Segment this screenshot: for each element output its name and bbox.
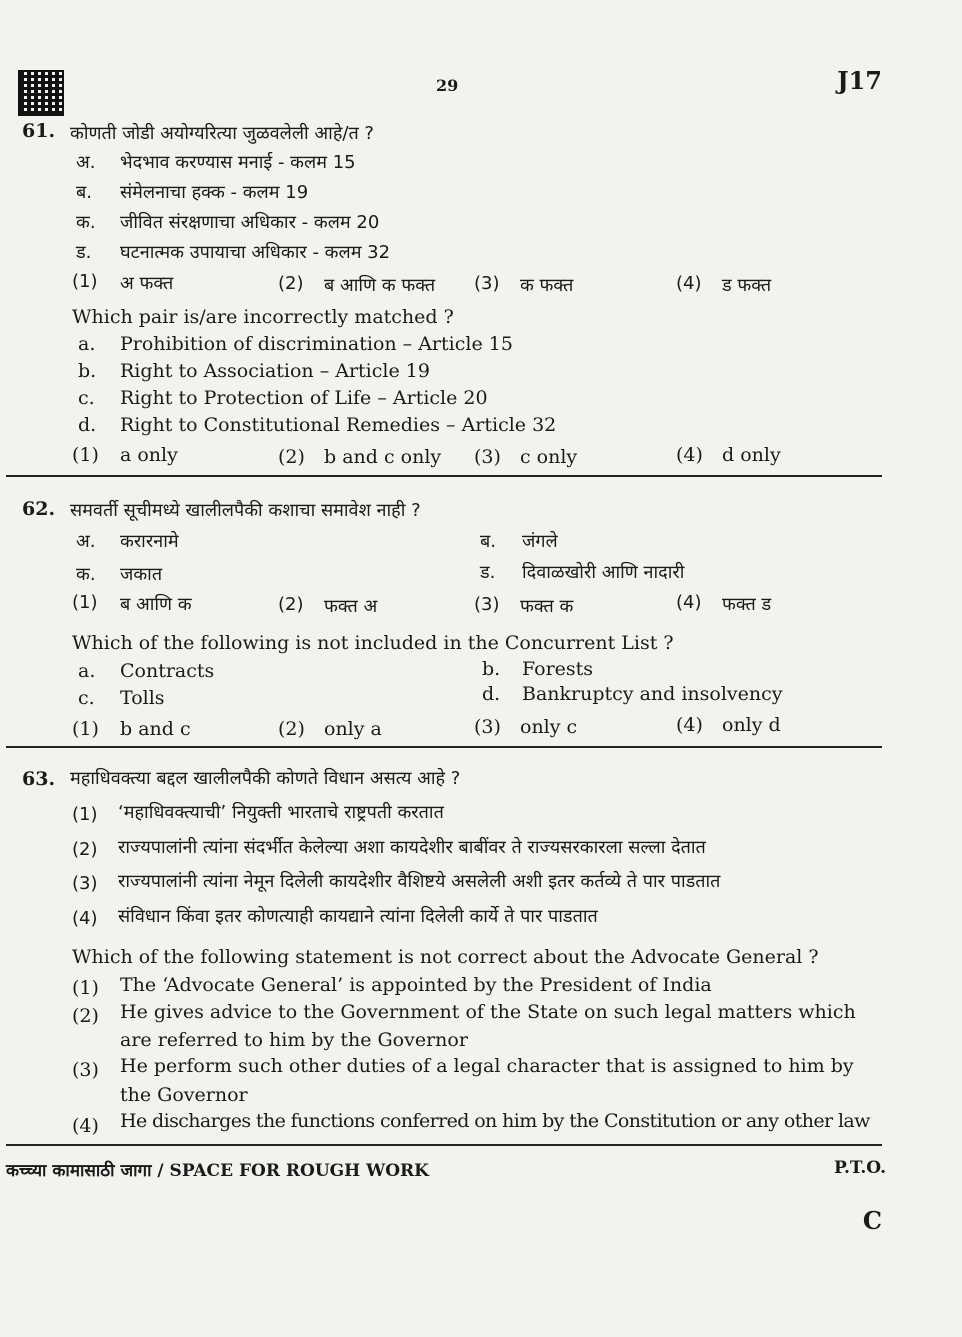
item-text: जीवित संरक्षणाचा अधिकार - कलम 20 — [120, 212, 380, 233]
item-label: a. — [78, 660, 96, 682]
item-label: d. — [482, 683, 501, 705]
question-text-marathi: कोणती जोडी अयोग्यरित्या जुळवलेली आहे/त ? — [70, 123, 374, 144]
item-label: ब. — [480, 531, 496, 552]
pto-label: P.T.O. — [834, 1158, 886, 1178]
option-text: राज्यपालांनी त्यांना संदर्भीत केलेल्या अशा कायदेशीर बाबींवर ते राज्यसरकारला सल्ला देतात — [118, 837, 706, 858]
option-number: (4) — [676, 592, 702, 613]
option-text: ब आणि क फक्त — [324, 275, 436, 296]
item-text: Prohibition of discrimination – Article 15 — [120, 333, 513, 355]
option-number: (2) — [72, 1005, 99, 1027]
option-text: फक्त ड — [722, 594, 772, 615]
item-text: Right to Association – Article 19 — [120, 360, 430, 382]
item-text: जकात — [120, 564, 163, 585]
item-text: घटनात्मक उपायाचा अधिकार - कलम 32 — [120, 242, 391, 263]
option-text: फक्त क — [520, 596, 574, 617]
option-text: ‘महाधिवक्त्याची’ नियुक्ती भारताचे राष्ट्रपती करतात — [118, 802, 444, 823]
item-label: क. — [76, 212, 96, 233]
divider — [6, 746, 882, 748]
option-number: (4) — [676, 714, 703, 736]
option-text: He gives advice to the Government of the State on such legal matters which — [120, 1001, 856, 1023]
option-number: (2) — [72, 839, 98, 860]
option-text: अ फक्त — [120, 273, 174, 294]
item-text: दिवाळखोरी आणि नादारी — [522, 562, 685, 583]
option-number: (1) — [72, 718, 99, 740]
page-number: 29 — [436, 76, 459, 95]
option-text: He discharges the functions conferred on him by the Constitution or any other law — [120, 1110, 870, 1132]
divider — [6, 1144, 882, 1146]
option-text: The ‘Advocate General’ is appointed by the President of India — [120, 974, 712, 996]
option-text-continued: are referred to him by the Governor — [120, 1029, 468, 1051]
option-number: (2) — [278, 273, 304, 294]
option-text: ब आणि क — [120, 594, 192, 615]
item-text: जंगले — [522, 531, 558, 552]
option-text: He perform such other duties of a legal character that is assigned to him by — [120, 1055, 854, 1077]
option-text: b and c — [120, 718, 191, 740]
item-text: Contracts — [120, 660, 215, 682]
question-number: 62. — [22, 498, 56, 520]
option-number: (1) — [72, 444, 99, 466]
item-text: Right to Constitutional Remedies – Article 32 — [120, 414, 557, 436]
item-text: भेदभाव करण्यास मनाई - कलम 15 — [120, 152, 356, 173]
qr-code-icon — [18, 70, 64, 116]
option-text: a only — [120, 444, 178, 466]
item-label: अ. — [76, 152, 96, 173]
option-number: (3) — [474, 273, 500, 294]
option-number: (1) — [72, 271, 98, 292]
item-label: d. — [78, 414, 97, 436]
question-number: 61. — [22, 120, 56, 142]
option-text: b and c only — [324, 446, 442, 468]
item-text: संमेलनाचा हक्क - कलम 19 — [120, 182, 309, 203]
option-number: (3) — [474, 594, 500, 615]
option-number: (4) — [72, 908, 98, 929]
option-text: संविधान किंवा इतर कोणत्याही कायद्याने त्यांना दिलेली कार्ये ते पार पाडतात — [118, 906, 598, 927]
option-text: क फक्त — [520, 275, 574, 296]
item-label: ड. — [480, 562, 496, 583]
item-text: Forests — [522, 658, 594, 680]
option-number: (1) — [72, 592, 98, 613]
option-text: ड फक्त — [722, 275, 772, 296]
option-text-continued: the Governor — [120, 1084, 248, 1106]
item-text: Tolls — [120, 687, 165, 709]
item-label: b. — [78, 360, 97, 382]
item-text: करारनामे — [120, 531, 179, 552]
question-text-english: Which pair is/are incorrectly matched ? — [72, 306, 454, 328]
option-number: (3) — [474, 446, 501, 468]
question-text-english: Which of the following is not included in the Concurrent List ? — [72, 632, 674, 654]
item-text: Right to Protection of Life – Article 20 — [120, 387, 488, 409]
item-label: ब. — [76, 182, 92, 203]
paper-code: J17 — [837, 66, 882, 95]
option-number: (2) — [278, 718, 305, 740]
option-number: (1) — [72, 977, 99, 999]
option-text: c only — [520, 446, 578, 468]
question-text-marathi: समवर्ती सूचीमध्ये खालीलपैकी कशाचा समावेश नाही ? — [70, 500, 421, 521]
divider — [6, 475, 882, 477]
item-label: b. — [482, 658, 501, 680]
set-code: C — [862, 1206, 882, 1235]
option-number: (3) — [72, 1059, 99, 1081]
option-number: (3) — [72, 873, 98, 894]
item-label: c. — [78, 687, 95, 709]
question-text-english: Which of the following statement is not correct about the Advocate General ? — [72, 946, 819, 968]
option-number: (1) — [72, 804, 98, 825]
item-label: अ. — [76, 531, 96, 552]
question-text-marathi: महाधिवक्त्या बद्दल खालीलपैकी कोणते विधान असत्य आहे ? — [70, 768, 461, 789]
option-text: d only — [722, 444, 781, 466]
question-number: 63. — [22, 768, 56, 790]
item-label: ड. — [76, 242, 92, 263]
item-label: a. — [78, 333, 96, 355]
item-label: c. — [78, 387, 95, 409]
rough-work-label: कच्च्या कामासाठी जागा / SPACE FOR ROUGH WORK — [6, 1161, 429, 1181]
option-number: (4) — [72, 1115, 99, 1137]
option-text: only d — [722, 714, 781, 736]
option-number: (2) — [278, 594, 304, 615]
item-text: Bankruptcy and insolvency — [522, 683, 783, 705]
option-number: (4) — [676, 273, 702, 294]
option-text: राज्यपालांनी त्यांना नेमून दिलेली कायदेशीर वैशिष्टये असलेली अशी इतर कर्तव्ये ते पार पाडतात — [118, 871, 721, 892]
option-text: only a — [324, 718, 382, 740]
option-text: फक्त अ — [324, 596, 378, 617]
option-number: (3) — [474, 716, 501, 738]
option-number: (4) — [676, 444, 703, 466]
option-number: (2) — [278, 446, 305, 468]
option-text: only c — [520, 716, 578, 738]
item-label: क. — [76, 564, 96, 585]
